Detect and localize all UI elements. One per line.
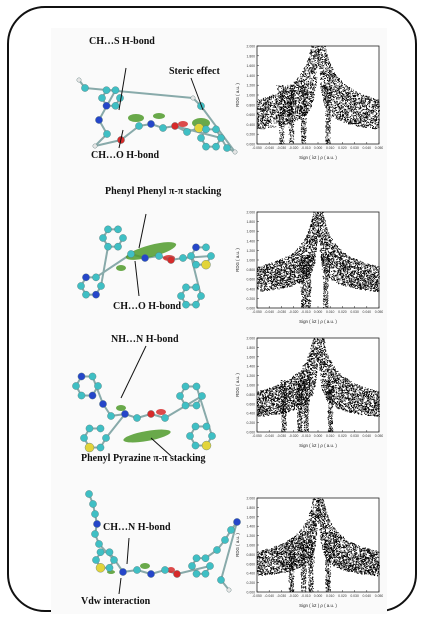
atom xyxy=(202,555,209,562)
atom xyxy=(192,301,199,308)
x-tick-label: 0.040 xyxy=(362,310,372,314)
atom xyxy=(202,260,211,269)
atom xyxy=(81,84,88,91)
atom xyxy=(99,234,106,241)
x-tick-label: 0.010 xyxy=(325,434,335,438)
atom xyxy=(112,102,119,109)
molecule-image-2 xyxy=(51,176,241,321)
atom xyxy=(91,530,98,537)
x-tick-label: -0.020 xyxy=(288,594,299,598)
atom xyxy=(147,120,154,127)
x-tick-label: -0.040 xyxy=(264,434,275,438)
atom xyxy=(192,423,199,430)
atom xyxy=(207,252,214,259)
y-tick-label: 1.400 xyxy=(246,524,255,529)
y-axis-label: RDG ( a.u. ) xyxy=(235,373,240,397)
y-tick-label: 1.600 xyxy=(246,515,255,520)
atom xyxy=(103,130,110,137)
atom xyxy=(182,284,189,291)
atom xyxy=(91,510,98,517)
atom xyxy=(188,562,195,569)
x-tick-label: -0.020 xyxy=(288,146,299,150)
atom xyxy=(114,243,121,250)
atom xyxy=(95,116,102,123)
atom xyxy=(85,490,92,497)
atom xyxy=(176,392,183,399)
atom xyxy=(192,244,199,251)
panel-1 xyxy=(51,28,387,173)
x-axis-label: Sign ( λ2 ) ρ ( a.u. ) xyxy=(299,603,337,608)
x-tick-label: -0.050 xyxy=(252,146,262,150)
rdg-scatter-plot-3 xyxy=(233,332,383,450)
atom xyxy=(217,134,224,141)
interaction-surface xyxy=(116,265,126,271)
x-tick-label: -0.050 xyxy=(252,594,262,598)
atom xyxy=(114,226,121,233)
atom xyxy=(103,102,110,109)
atom xyxy=(212,126,219,133)
atom xyxy=(177,292,184,299)
atom xyxy=(141,254,148,261)
x-tick-label: 0.030 xyxy=(350,146,359,150)
rdg-scatter-plot-2 xyxy=(233,206,383,326)
atom xyxy=(97,444,104,451)
atom xyxy=(202,143,209,150)
x-tick-label: -0.030 xyxy=(276,310,287,314)
atom xyxy=(192,284,199,291)
atom xyxy=(159,124,166,131)
y-tick-label: 0.400 xyxy=(246,411,255,416)
y-tick-label: 1.600 xyxy=(246,355,255,360)
atom xyxy=(95,540,102,547)
y-tick-label: 1.200 xyxy=(246,248,255,253)
atom xyxy=(212,143,219,150)
atom xyxy=(202,126,209,133)
y-tick-label: 0.200 xyxy=(246,581,255,586)
y-tick-label: 1.000 xyxy=(246,258,255,263)
x-tick-label: 0.010 xyxy=(325,594,335,598)
y-tick-label: 1.200 xyxy=(246,83,255,88)
atom xyxy=(183,128,190,135)
x-tick-label: 0.010 xyxy=(325,146,335,150)
x-tick-label: 0.030 xyxy=(350,594,359,598)
y-tick-label: 0.600 xyxy=(246,402,255,407)
x-tick-label: 0.000 xyxy=(313,434,323,438)
y-tick-label: 0.400 xyxy=(246,571,255,576)
annotation-pointer xyxy=(191,78,203,110)
atom xyxy=(89,392,96,399)
annotation-pointer xyxy=(119,578,121,594)
interaction-surface xyxy=(116,405,126,411)
annotation-pointer xyxy=(139,214,146,248)
y-tick-label: 0.800 xyxy=(246,268,255,273)
atom xyxy=(227,588,231,592)
x-tick-label: -0.010 xyxy=(300,310,311,314)
atom xyxy=(221,536,228,543)
x-tick-label: -0.010 xyxy=(300,434,311,438)
atom xyxy=(85,443,94,452)
x-tick-label: -0.020 xyxy=(288,434,299,438)
y-tick-label: 1.800 xyxy=(246,220,255,225)
x-tick-label: 0.000 xyxy=(313,594,323,598)
atom xyxy=(99,400,106,407)
atom xyxy=(202,244,209,251)
atom xyxy=(155,252,162,259)
y-tick-label: 1.600 xyxy=(246,64,255,69)
atom xyxy=(192,442,199,449)
panel-3 xyxy=(51,326,387,476)
x-tick-label: 0.000 xyxy=(313,310,323,314)
atom xyxy=(107,412,114,419)
atom xyxy=(171,122,178,129)
y-tick-label: 1.800 xyxy=(246,54,255,59)
atom xyxy=(104,243,111,250)
y-tick-label: 2.000 xyxy=(246,496,255,501)
atom xyxy=(161,566,168,573)
atom xyxy=(103,87,110,94)
y-tick-label: 0.200 xyxy=(246,421,255,426)
x-tick-label: -0.010 xyxy=(300,594,311,598)
atom xyxy=(110,556,117,563)
atom xyxy=(202,570,209,577)
annotation-pointer xyxy=(135,261,139,296)
atom xyxy=(133,566,140,573)
x-tick-label: 0.000 xyxy=(313,146,323,150)
label-ch-o-hbond-2: CH…O H-bond xyxy=(113,301,182,312)
y-tick-label: 1.400 xyxy=(246,239,255,244)
label-nh-n-hbond: NH…N H-bond xyxy=(111,334,179,345)
x-tick-label: -0.040 xyxy=(264,594,275,598)
atom xyxy=(93,144,97,148)
atom xyxy=(173,570,180,577)
atom xyxy=(82,291,89,298)
label-ch-s-hbond: CH…S H-bond xyxy=(89,36,155,47)
atom xyxy=(193,383,200,390)
atom xyxy=(104,226,111,233)
x-tick-label: 0.050 xyxy=(374,310,383,314)
annotation-pointer xyxy=(127,538,129,564)
y-tick-label: 2.000 xyxy=(246,336,255,341)
y-tick-label: 0.600 xyxy=(246,113,255,118)
y-tick-label: 0.200 xyxy=(246,132,255,137)
y-tick-label: 1.400 xyxy=(246,364,255,369)
atom xyxy=(106,564,113,571)
interaction-surface xyxy=(153,113,165,119)
atom xyxy=(92,291,99,298)
atom xyxy=(78,373,85,380)
x-tick-label: 0.050 xyxy=(374,594,383,598)
atom xyxy=(213,546,220,553)
panel-4 xyxy=(51,480,387,614)
atom xyxy=(179,254,186,261)
x-tick-label: -0.040 xyxy=(264,146,275,150)
y-tick-label: 0.000 xyxy=(246,590,255,595)
y-tick-label: 2.000 xyxy=(246,210,255,215)
y-tick-label: 1.800 xyxy=(246,345,255,350)
y-axis-label: RDG ( a.u. ) xyxy=(235,248,240,272)
annotation-pointer xyxy=(121,346,146,398)
y-tick-label: 0.400 xyxy=(246,122,255,127)
atom xyxy=(208,432,215,439)
atom xyxy=(98,94,105,101)
label-ch-n-hbond: CH…N H-bond xyxy=(103,522,171,533)
atom xyxy=(198,392,205,399)
atom xyxy=(195,124,204,133)
atom xyxy=(197,292,204,299)
molecule-image-4 xyxy=(51,480,241,614)
x-tick-label: -0.050 xyxy=(252,310,262,314)
x-tick-label: -0.010 xyxy=(300,146,311,150)
atom xyxy=(167,256,174,263)
atom xyxy=(86,425,93,432)
interaction-surface xyxy=(122,427,171,445)
x-tick-label: -0.050 xyxy=(252,434,262,438)
x-tick-label: -0.040 xyxy=(264,310,275,314)
label-steric-effect: Steric effect xyxy=(169,66,220,77)
atom xyxy=(92,556,99,563)
atom xyxy=(97,425,104,432)
x-tick-label: 0.020 xyxy=(338,146,347,150)
atom xyxy=(133,414,140,421)
y-tick-label: 0.000 xyxy=(246,430,255,435)
atom xyxy=(223,144,230,151)
atom xyxy=(89,500,96,507)
x-tick-label: 0.040 xyxy=(362,434,372,438)
label-ch-o-hbond: CH…O H-bond xyxy=(91,150,160,161)
annotation-pointer xyxy=(119,68,126,110)
x-tick-label: 0.020 xyxy=(338,310,347,314)
atom xyxy=(119,234,126,241)
x-tick-label: 0.020 xyxy=(338,434,347,438)
y-tick-label: 1.000 xyxy=(246,543,255,548)
atom xyxy=(187,252,194,259)
x-tick-label: -0.020 xyxy=(288,310,299,314)
label-phenyl-phenyl-stacking: Phenyl Phenyl π-π stacking xyxy=(105,186,222,197)
atom xyxy=(82,274,89,281)
y-tick-label: 1.800 xyxy=(246,505,255,510)
x-axis-label: Sign ( λ2 ) ρ ( a.u. ) xyxy=(299,319,337,324)
atom xyxy=(106,549,113,556)
atom xyxy=(217,576,224,583)
atom xyxy=(192,261,199,268)
interaction-surface xyxy=(178,121,188,127)
atom xyxy=(77,78,81,82)
atom xyxy=(193,555,200,562)
atom xyxy=(182,402,189,409)
atom xyxy=(203,423,210,430)
x-tick-label: -0.030 xyxy=(276,594,287,598)
y-tick-label: 0.600 xyxy=(246,562,255,567)
x-tick-label: 0.030 xyxy=(350,434,359,438)
atom xyxy=(94,382,101,389)
y-tick-label: 0.800 xyxy=(246,103,255,108)
atom xyxy=(78,392,85,399)
atom xyxy=(147,410,154,417)
atom xyxy=(182,301,189,308)
x-tick-label: 0.040 xyxy=(362,594,372,598)
y-tick-label: 2.000 xyxy=(246,44,255,49)
y-tick-label: 1.000 xyxy=(246,383,255,388)
y-tick-label: 1.200 xyxy=(246,374,255,379)
atom xyxy=(202,441,211,450)
y-tick-label: 0.800 xyxy=(246,552,255,557)
interaction-surface xyxy=(128,114,144,122)
atom xyxy=(119,568,126,575)
atom xyxy=(112,87,119,94)
atom xyxy=(161,414,168,421)
panel-2 xyxy=(51,176,387,324)
y-tick-label: 0.000 xyxy=(246,306,255,311)
atom xyxy=(96,563,105,572)
y-axis-label: RDG ( a.u. ) xyxy=(235,533,240,557)
y-tick-label: 1.200 xyxy=(246,534,255,539)
label-vdw-interaction: Vdw interaction xyxy=(81,596,151,607)
y-tick-label: 0.000 xyxy=(246,142,255,147)
atom xyxy=(191,96,195,100)
x-tick-label: -0.030 xyxy=(276,434,287,438)
x-axis-label: Sign ( λ2 ) ρ ( a.u. ) xyxy=(299,155,337,160)
interaction-surface xyxy=(156,409,166,415)
y-tick-label: 1.000 xyxy=(246,93,255,98)
x-tick-label: -0.030 xyxy=(276,146,287,150)
x-axis-label: Sign ( λ2 ) ρ ( a.u. ) xyxy=(299,443,337,448)
atom xyxy=(80,434,87,441)
x-tick-label: 0.050 xyxy=(374,146,383,150)
atom xyxy=(93,520,100,527)
x-tick-label: 0.030 xyxy=(350,310,359,314)
atom xyxy=(135,122,142,129)
atom xyxy=(193,402,200,409)
atom xyxy=(72,382,79,389)
atom xyxy=(182,383,189,390)
label-phenyl-pyrazine-stacking: Phenyl Pyrazine π-π stacking xyxy=(81,453,206,464)
rdg-scatter-plot-4 xyxy=(233,492,383,610)
y-tick-label: 1.600 xyxy=(246,229,255,234)
y-axis-label: RDG ( a.u. ) xyxy=(235,83,240,107)
atom xyxy=(147,570,154,577)
atom xyxy=(206,562,213,569)
y-tick-label: 1.400 xyxy=(246,73,255,78)
atom xyxy=(127,250,134,257)
atom xyxy=(89,373,96,380)
atom xyxy=(92,274,99,281)
x-tick-label: 0.010 xyxy=(325,310,335,314)
x-tick-label: 0.050 xyxy=(374,434,383,438)
rdg-scatter-plot-1 xyxy=(233,40,383,162)
x-tick-label: 0.040 xyxy=(362,146,372,150)
atom xyxy=(197,134,204,141)
atom xyxy=(193,570,200,577)
figure-frame xyxy=(7,6,417,612)
atom xyxy=(97,549,104,556)
interaction-surface xyxy=(140,563,150,569)
atom xyxy=(116,94,123,101)
y-tick-label: 0.200 xyxy=(246,296,255,301)
atom xyxy=(77,282,84,289)
y-tick-label: 0.800 xyxy=(246,392,255,397)
x-tick-label: 0.020 xyxy=(338,594,347,598)
atom xyxy=(186,432,193,439)
y-tick-label: 0.400 xyxy=(246,287,255,292)
figure-canvas xyxy=(51,28,387,614)
atom xyxy=(102,434,109,441)
atom xyxy=(97,282,104,289)
plot-area xyxy=(257,338,379,432)
y-tick-label: 0.600 xyxy=(246,277,255,282)
atom xyxy=(121,410,128,417)
